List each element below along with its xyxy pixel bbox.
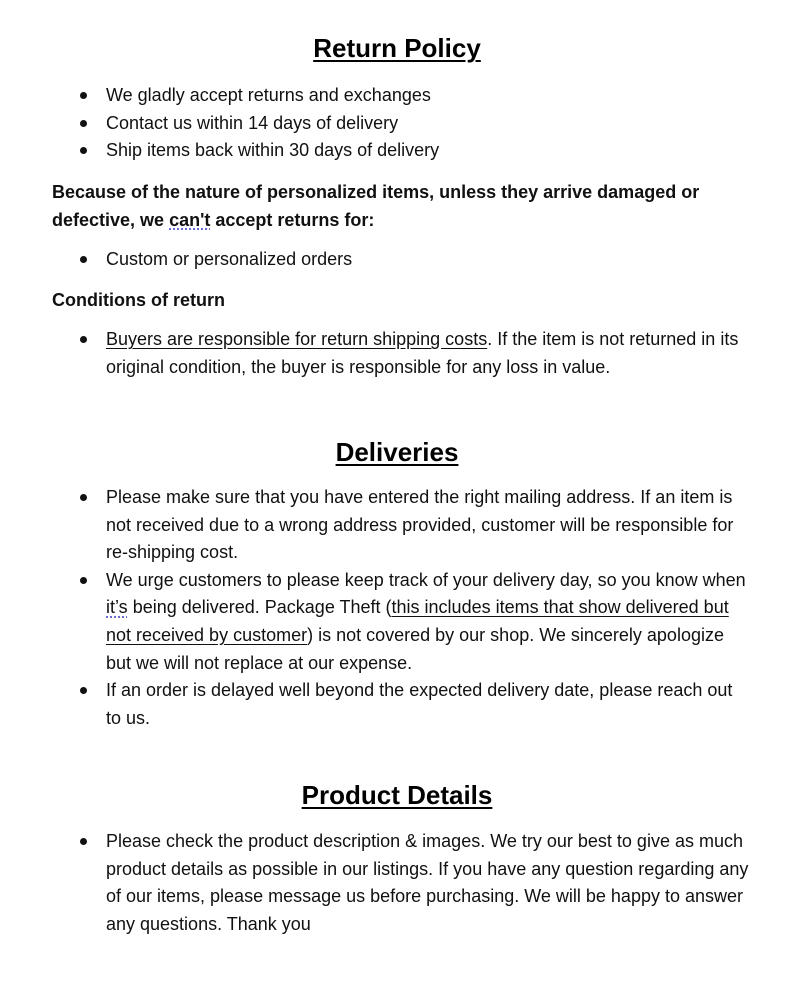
- personalized-items-notice: [52, 178, 752, 234]
- list-item: [78, 567, 750, 677]
- return-policy-list: [78, 82, 750, 165]
- list-item: Please check the product description & images. We try our best to give as much product details as possible in our listings. If you have any question regarding any of our items, please message us before purchasing. We will be happy to answer any questions. Thank you: [78, 828, 750, 938]
- list-item: Custom or personalized orders: [78, 246, 750, 274]
- return-policy-heading: Return Policy: [313, 33, 481, 63]
- shipping-cost-note: Buyers are responsible for return shipping costs: [106, 329, 488, 349]
- deliveries-heading: Deliveries: [335, 437, 459, 467]
- deliveries-list: [78, 484, 750, 732]
- conditions-heading: Conditions of return: [52, 290, 225, 310]
- delivery-text-a: We urge customers to please keep track of your delivery day, so you know when: [106, 569, 746, 590]
- condition-text: . If the item is not returned in its original condition, the buyer is responsible for any loss in value.: [106, 329, 739, 377]
- delivery-text-b: being delivered. Package Theft (: [127, 597, 392, 618]
- exceptions-list: [78, 246, 750, 274]
- notice-text-start: Because of the nature of personalized items, unless they arrive damaged or defective, we: [52, 182, 700, 230]
- notice-cant: can't: [169, 210, 211, 230]
- product-details-heading: Product Details: [301, 780, 493, 810]
- list-item: [78, 326, 750, 381]
- product-details-list: [78, 828, 750, 938]
- conditions-list: [78, 326, 750, 381]
- list-item: We gladly accept returns and exchanges: [78, 82, 750, 110]
- delivery-text-c: ) is not covered by our shop. We sincerely apologize but we will not replace at our expense.: [106, 624, 724, 673]
- list-item: Ship items back within 30 days of delivery: [78, 137, 750, 165]
- notice-text-end: accept returns for:: [210, 210, 375, 230]
- list-item: If an order is delayed well beyond the expected delivery date, please reach out to us.: [78, 677, 750, 732]
- package-theft-note: this includes items that show delivered but not received by customer: [106, 597, 729, 645]
- delivery-its: it’s: [106, 597, 128, 618]
- list-item: Contact us within 14 days of delivery: [78, 110, 750, 138]
- list-item: Please make sure that you have entered the right mailing address. If an item is not received due to a wrong address provided, customer will be responsible for re-shipping cost.: [78, 484, 750, 567]
